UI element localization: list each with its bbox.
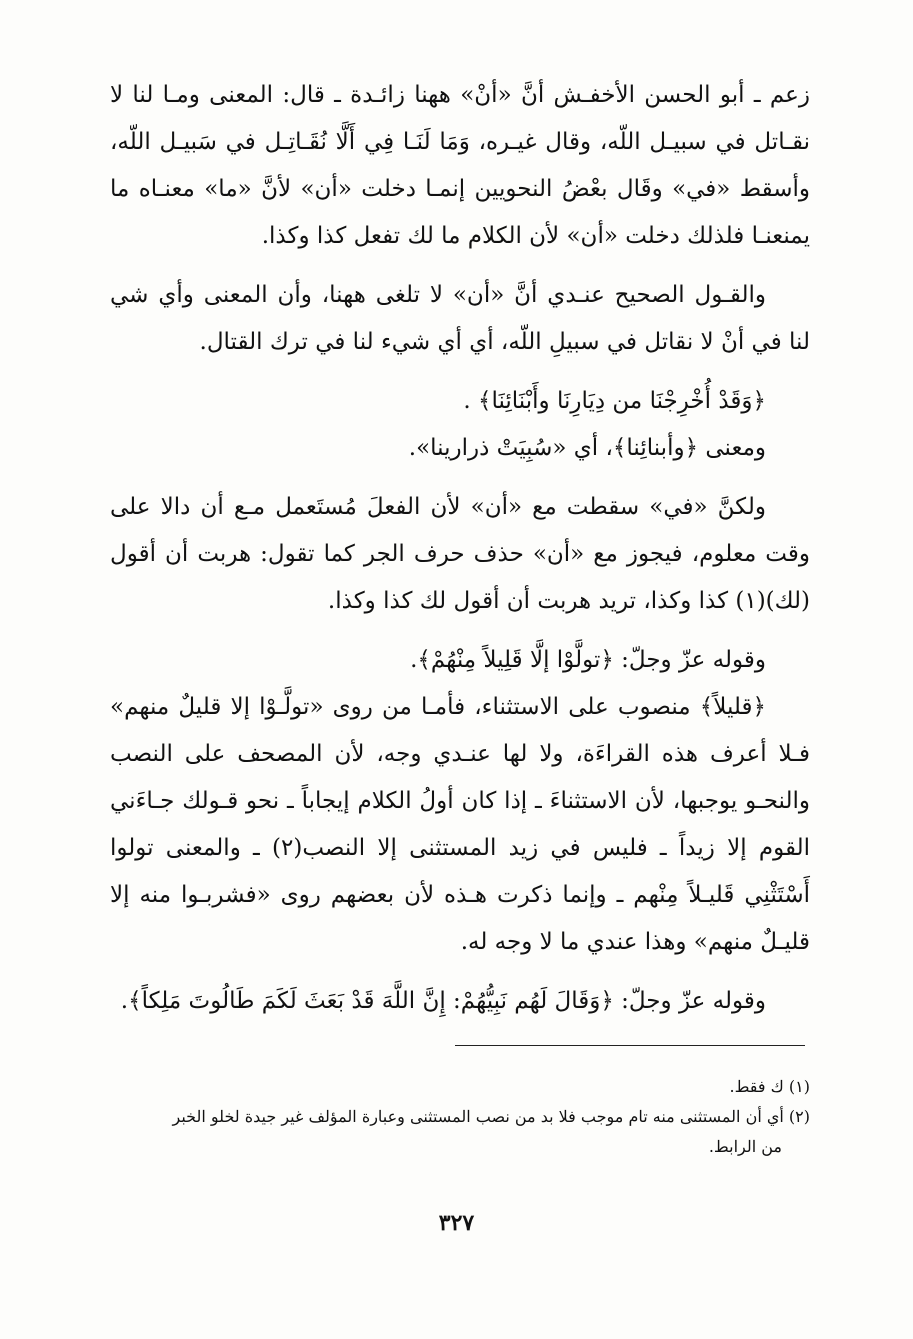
main-text — [110, 72, 810, 1025]
footnote-2-continuation: من الرابط. — [708, 1137, 782, 1156]
paragraph-3: ومعنى ﴿وأبنائِنا﴾، أي «سُبِيَتْ ذرارينا». — [408, 435, 766, 461]
paragraph-4: ولكنَّ «في» سقطت مع «أن» لأن الفعلَ مُستَعمل مـع أن دالا على وقت معلوم، فيجوز مع «أن» حذف حرف الجر كما تقول: هربت أن أقول (لك)(١) كذا وكذا، تريد هربت أن أقول لك كذا وكذا. — [110, 494, 810, 614]
footnotes — [110, 1072, 810, 1162]
quran-verse-1: ﴿وَقَدْ أُخْرِجْنَا من دِيَارِنَا وأَبْنَائِنَا﴾ . — [463, 388, 766, 414]
paragraph-7: وقوله عزّ وجلّ: ﴿وَقَالَ لَهُم نَبِيُّهُمْ: إِنَّ اللَّهَ قَدْ بَعَثَ لَكَمَ طَالُوتَ مَلِكاً﴾. — [120, 988, 766, 1014]
paragraph-6: ﴿قليلاً﴾ منصوب على الاستثناء، فأمـا من روى «تولَّـوْا إلا قليلٌ منهم» فـلا أعرف هذه القراءَة، ولا لها عنـدي وجه، لأن المصحف على النصب والنحـو يوجبها، لأن الاستثناءَ ـ إذا كان أولُ الكلام إيجاباً ـ نحو قـولك جـاءَني القوم إلا زيداً ـ فليس في زيد المستثنى إلا النصب(٢) ـ والمعنى تولوا أَسْتَثْنِي قَليـلاً مِنْهم ـ وإنما ذكرت هـذه لأن بعضهم روى «فشربـوا منه إلا قليـلٌ منهم» وهذا عندي ما لا وجه له. — [110, 694, 811, 955]
footnote-1: (١) ك فقط. — [729, 1077, 810, 1096]
paragraph-2: والقـول الصحيح عنـدي أنَّ «أن» لا تلغى ههنا، وأن المعنى وأي شي لنا في أنْ لا نقاتل في سبيلِ اللّه، أي أي شيء لنا في ترك القتال. — [110, 282, 810, 355]
paragraph-5: وقوله عزّ وجلّ: ﴿تولَّوْا إلَّا قَلِيلاً مِنْهُمْ﴾. — [410, 647, 766, 673]
page-number: ٣٢٧ — [438, 1210, 475, 1236]
footnote-divider — [455, 1045, 805, 1046]
footnote-2: (٢) أي أن المستثنى منه تام موجب فلا بد من نصب المستثنى وعبارة المؤلف غير جيدة لخلو الخبر — [172, 1107, 810, 1126]
paragraph-1: زعم ـ أبو الحسن الأخفـش أنَّ «أنْ» ههنا زائـدة ـ قال: المعنى ومـا لنا لا نقـاتل في سبيـل اللّه، وقال غيـره، وَمَا لَنَـا فِي أَلَّا نُقَـاتِـل في سَبيـل اللّه، وأسقط «في» وقَال بعْضُ النحويين إنمـا دخلت «أن» لأنَّ «ما» معنـاه ما يمنعنـا فلذلك دخلت «أن» لأن الكلام ما لك تفعل كذا وكذا. — [110, 82, 810, 249]
